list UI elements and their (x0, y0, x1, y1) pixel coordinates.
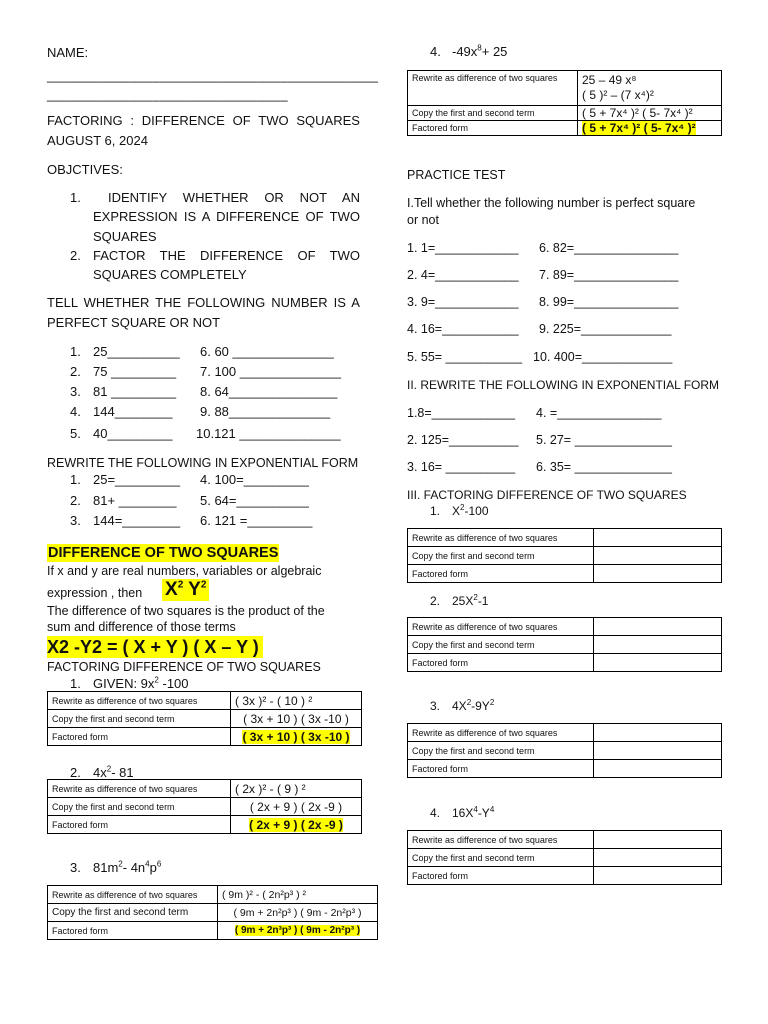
copy-label: Copy the first and second term (408, 742, 594, 760)
practice-3-q2: $25X^2-1$ (452, 593, 489, 608)
example-1-table (47, 691, 362, 746)
answer-cell[interactable] (594, 618, 722, 636)
rewrite-label: Rewrite as difference of two squares (48, 692, 231, 710)
practice-1-item-6[interactable]: 6. 82=_______________ (539, 241, 679, 255)
practice-1-item-2[interactable]: 2. 4=____________ (407, 268, 519, 282)
exp-item-6[interactable]: 6. 121 =_________ (200, 513, 313, 528)
example-2-factored: ( 2x + 9 ) ( 2x -9 ) (231, 816, 362, 834)
practice-3-q3-table (407, 723, 722, 778)
dots-definition-line-1: If x and y are real numbers, variables or algebraic (47, 564, 322, 578)
example-1-rewrite: ( 3x )² - ( 10 ) ² (231, 692, 362, 710)
answer-cell[interactable] (594, 547, 722, 565)
factored-label: Factored form (48, 816, 231, 834)
exp-item-2[interactable]: 81+ ________ (93, 493, 177, 508)
exp-item-4[interactable]: 4. 100=_________ (200, 472, 309, 487)
practice-1-item-4[interactable]: 4. 16=___________ (407, 322, 519, 336)
copy-label: Copy the first and second term (48, 710, 231, 728)
example-4-given: $-49x^8+ 25$ (452, 43, 508, 59)
dots-product-line-1: The difference of two squares is the product of the (47, 604, 325, 618)
rewrite-label: Rewrite as difference of two squares (408, 831, 594, 849)
example-1-number: 1. (70, 676, 81, 691)
ps-item-7[interactable]: 7. 100 ______________ (200, 364, 341, 379)
ps-item-8[interactable]: 8. 64_______________ (200, 384, 338, 399)
answer-cell[interactable] (594, 867, 722, 885)
exp-item-5[interactable]: 5. 64=__________ (200, 493, 309, 508)
practice-3-q4-table (407, 830, 722, 885)
practice-2-heading: II. REWRITE THE FOLLOWING IN EXPONENTIAL FORM (407, 378, 720, 392)
example-3-given: $81m^2-$ $4n^4p^6$ (93, 859, 162, 875)
dots-formula: X2 -Y2 = ( X + Y ) ( X – Y ) (47, 636, 263, 658)
objective-2-line-2: SQUARES COMPLETELY (93, 267, 247, 282)
factored-label: Factored form (408, 654, 594, 672)
factored-label: Factored form (408, 760, 594, 778)
practice-3-q1: $X^2-100$ (452, 503, 489, 518)
worksheet-date: AUGUST 6, 2024 (47, 133, 148, 148)
ps-num-2: 2. (70, 364, 81, 379)
ps-item-6[interactable]: 6. 60 ______________ (200, 344, 334, 359)
name-line-2[interactable]: ________________________________ (47, 87, 288, 102)
practice-2-item-1[interactable]: 1.8=____________ (407, 406, 516, 420)
example-2-table (47, 779, 362, 834)
name-line-1[interactable]: ____________________________________________ (47, 68, 379, 83)
practice-1-item-9[interactable]: 9. 225=_____________ (539, 322, 672, 336)
practice-2-item-5[interactable]: 5. 27= ______________ (536, 433, 672, 447)
perfect-square-instruction-line-2: PERFECT SQUARE OR NOT (47, 315, 221, 330)
practice-1-item-5[interactable]: 5. 55= ___________ (407, 350, 523, 364)
practice-3-q2-number: 2. (430, 594, 441, 608)
practice-3-q1-table (407, 528, 722, 583)
example-1-copy: ( 3x + 10 ) ( 3x -10 ) (231, 710, 362, 728)
answer-cell[interactable] (594, 724, 722, 742)
copy-label: Copy the first and second term (408, 547, 594, 565)
exp-num-1: 1. (70, 472, 81, 487)
answer-cell[interactable] (594, 636, 722, 654)
example-2-copy: ( 2x + 9 ) ( 2x -9 ) (231, 798, 362, 816)
dots-title: DIFFERENCE OF TWO SQUARES (48, 545, 279, 561)
practice-2-item-4[interactable]: 4. =_______________ (536, 406, 662, 420)
practice-1-item-7[interactable]: 7. 89=_______________ (539, 268, 679, 282)
dots-product-line-2: sum and difference of those terms (47, 620, 236, 634)
example-2-given: $4x^2-$ 81 (93, 764, 134, 780)
copy-label: Copy the first and second term (408, 849, 594, 867)
copy-label: Copy the first and second term (48, 798, 231, 816)
rewrite-label: Rewrite as difference of two squares (48, 886, 218, 904)
ps-num-5: 5. (70, 426, 81, 441)
copy-label: Copy the first and second term (408, 106, 578, 121)
exp-item-3[interactable]: 144=________ (93, 513, 181, 528)
example-1-factored: ( 3x + 10 ) ( 3x -10 ) (231, 728, 362, 746)
example-1-given: GIVEN: $9x^2$ -100 (93, 675, 189, 691)
practice-3-q3-number: 3. (430, 699, 441, 713)
rewrite-label: Rewrite as difference of two squares (408, 618, 594, 636)
example-4-number: 4. (430, 44, 441, 59)
ps-item-4[interactable]: 144________ (93, 404, 173, 419)
answer-cell[interactable] (594, 529, 722, 547)
ps-item-1[interactable]: 25__________ (93, 344, 180, 359)
rewrite-label: Rewrite as difference of two squares (408, 71, 578, 106)
example-4-copy: ( 5 + 7x⁴ )² ( 5- 7x⁴ )² (578, 106, 722, 121)
practice-3-q4-number: 4. (430, 806, 441, 820)
factored-label: Factored form (408, 565, 594, 583)
factoring-heading: FACTORING DIFFERENCE OF TWO SQUARES (47, 660, 321, 674)
ps-item-9[interactable]: 9. 88______________ (200, 404, 331, 419)
factored-label: Factored form (48, 922, 218, 940)
practice-3-q2-table (407, 617, 722, 672)
example-4-factored: ( 5 + 7x⁴ )² ( 5- 7x⁴ )² (578, 121, 722, 136)
practice-3-q4: $16X^4-Y^4$ (452, 805, 495, 820)
practice-1-item-1[interactable]: 1. 1=____________ (407, 241, 519, 255)
answer-cell[interactable] (594, 760, 722, 778)
rewrite-label: Rewrite as difference of two squares (408, 529, 594, 547)
practice-1-item-3[interactable]: 3. 9=____________ (407, 295, 519, 309)
practice-3-q1-number: 1. (430, 504, 441, 518)
example-3-table (47, 885, 378, 940)
practice-3-q3: $4X^2-9Y^2$ (452, 698, 495, 713)
ps-item-3[interactable]: 81 _________ (93, 384, 177, 399)
objective-2-line-1: FACTOR THE DIFFERENCE OF TWO (93, 248, 360, 263)
perfect-square-instruction-line-1: TELL WHETHER THE FOLLOWING NUMBER IS A (47, 295, 360, 310)
objective-2-number: 2. (70, 248, 81, 263)
rewrite-label: Rewrite as difference of two squares (48, 780, 231, 798)
practice-2-item-6[interactable]: 6. 35= ______________ (536, 460, 672, 474)
ps-num-1: 1. (70, 344, 81, 359)
answer-cell[interactable] (594, 742, 722, 760)
exp-num-3: 3. (70, 513, 81, 528)
objective-1-line-1: IDENTIFY WHETHER OR NOT AN (108, 190, 360, 205)
exp-num-2: 2. (70, 493, 81, 508)
example-2-rewrite: ( 2x )² - ( 9 ) ² (231, 780, 362, 798)
big-xy-label: $X^2$ $Y^2$ (162, 579, 209, 601)
objective-1-number: 1. (70, 190, 81, 205)
example-3-copy: ( 9m + 2n²p³ ) ( 9m - 2n²p³ ) (218, 904, 378, 922)
practice-1-item-8[interactable]: 8. 99=_______________ (539, 295, 679, 309)
dots-definition-line-2: expression , then (47, 586, 143, 600)
copy-label: Copy the first and second term (408, 636, 594, 654)
practice-heading: PRACTICE TEST (407, 168, 506, 182)
factored-label: Factored form (408, 867, 594, 885)
answer-cell[interactable] (594, 849, 722, 867)
ps-num-3: 3. (70, 384, 81, 399)
practice-1-item-10[interactable]: 10. 400=_____________ (533, 350, 673, 364)
worksheet-title: FACTORING : DIFFERENCE OF TWO SQUARES (47, 113, 360, 128)
example-4-table (407, 70, 722, 136)
exp-item-1[interactable]: 25=_________ (93, 472, 181, 487)
ps-item-10[interactable]: 10.121 ______________ (196, 426, 341, 441)
rewrite-label: Rewrite as difference of two squares (408, 724, 594, 742)
example-4-rewrite: 25 – 49 x⁸ ( 5 )² – (7 x⁴)² (578, 71, 722, 106)
practice-1-line-2: or not (407, 213, 439, 227)
factored-label: Factored form (48, 728, 231, 746)
ps-item-5[interactable]: 40_________ (93, 426, 173, 441)
practice-2-item-3[interactable]: 3. 16= __________ (407, 460, 516, 474)
practice-1-line-1: I.Tell whether the following number is perfect square (407, 196, 696, 210)
example-3-number: 3. (70, 860, 81, 875)
copy-label: Copy the first and second term (48, 904, 218, 922)
answer-cell[interactable] (594, 565, 722, 583)
example-3-rewrite: ( 9m )² - ( 2n²p³ ) ² (218, 886, 378, 904)
ps-item-2[interactable]: 75 _________ (93, 364, 177, 379)
practice-3-heading: III. FACTORING DIFFERENCE OF TWO SQUARES (407, 488, 687, 502)
answer-cell[interactable] (594, 831, 722, 849)
answer-cell[interactable] (594, 654, 722, 672)
name-label: NAME: (47, 45, 89, 60)
objective-1-line-2: EXPRESSION IS A DIFFERENCE OF TWO (93, 209, 360, 224)
ps-num-4: 4. (70, 404, 81, 419)
factored-label: Factored form (408, 121, 578, 136)
example-3-factored: ( 9m + 2n³p³ ) ( 9m - 2n²p³ ) (218, 922, 378, 940)
objectives-heading: OBJCTIVES: (47, 162, 123, 177)
practice-2-item-2[interactable]: 2. 125=__________ (407, 433, 519, 447)
objective-1-line-3: SQUARES (93, 229, 157, 244)
example-2-number: 2. (70, 765, 81, 780)
exponential-instruction: REWRITE THE FOLLOWING IN EXPONENTIAL FORM (47, 456, 359, 470)
